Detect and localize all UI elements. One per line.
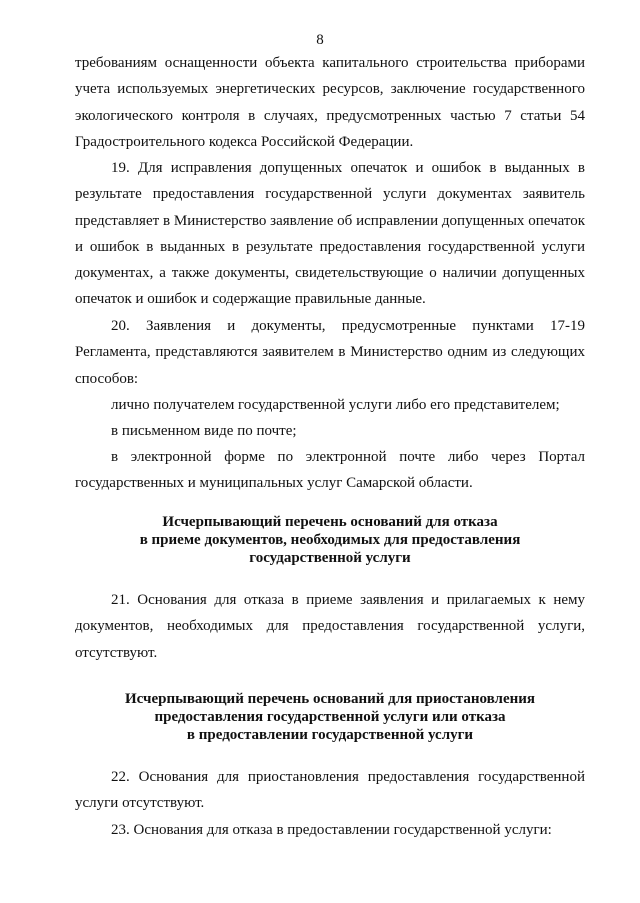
text-line: требованиям оснащенности объекта капитального строительства приборами	[75, 55, 585, 71]
paragraph-19	[75, 155, 585, 313]
text-line: учета используемых энергетических ресурсов, заключение государственного	[75, 81, 585, 98]
text-line: и ошибок в выданных в результате предоставления государственной услуги	[75, 238, 585, 255]
paragraph-continuation	[75, 50, 585, 155]
paragraph-21	[75, 587, 585, 666]
text-line: 20. Заявления и документы, предусмотренные пунктами 17-19	[111, 318, 585, 334]
paragraph-electronic	[75, 444, 585, 497]
text-line: результате предоставления государственной услуги документах заявитель	[75, 186, 585, 203]
submission-methods-list	[75, 392, 585, 445]
text-line: Регламента, представляются заявителем в Министерство одним из следующих	[75, 344, 585, 361]
text-line: услуги отсутствуют.	[75, 795, 205, 812]
heading-line: государственной услуги	[249, 550, 411, 566]
list-item: в письменном виде по почте;	[111, 423, 297, 440]
text-line: государственных и муниципальных услуг Самарской области.	[75, 475, 473, 492]
text-line: Градостроительного кодекса Российской Федерации.	[75, 133, 414, 150]
text-line: экологического контроля в случаях, предусмотренных частью 7 статьи 54	[75, 107, 585, 124]
heading-line: в предоставлении государственной услуги	[186, 727, 474, 743]
section-heading-suspension-refusal	[75, 690, 585, 744]
page-number: 8	[316, 32, 324, 48]
text-line: способов:	[75, 370, 139, 387]
text-line: документов, необходимых для предоставления государственной услуги,	[75, 618, 585, 635]
text-line: представляет в Министерство заявление об исправлении допущенных опечаток	[75, 212, 585, 229]
heading-line: предоставления государственной услуги или отказа	[154, 709, 506, 725]
heading-line: Исчерпывающий перечень оснований для приостановления	[124, 691, 536, 707]
text-line: 23. Основания для отказа в предоставлении государственной услуги:	[111, 822, 552, 838]
heading-line: в приеме документов, необходимых для предоставления	[139, 532, 521, 548]
list-item: лично получателем государственной услуги либо его представителем;	[111, 397, 560, 413]
text-line: опечаток и ошибок и содержащие правильные данные.	[75, 291, 426, 308]
paragraph-20	[75, 313, 585, 392]
text-line: 21. Основания для отказа в приеме заявления и прилагаемых к нему	[111, 592, 585, 608]
text-line: 19. Для исправления допущенных опечаток и ошибок в выданных в	[111, 160, 585, 176]
text-line: отсутствуют.	[75, 644, 158, 661]
text-line: 22. Основания для приостановления предоставления государственной	[111, 769, 585, 785]
heading-line: Исчерпывающий перечень оснований для отказа	[162, 514, 498, 530]
text-line: в электронной форме по электронной почте либо через Портал	[111, 449, 585, 465]
paragraph-22	[75, 764, 585, 817]
paragraph-23	[75, 817, 585, 843]
section-heading-refusal-documents	[75, 513, 585, 567]
text-line: документах, а также документы, свидетельствующие о наличии допущенных	[75, 265, 585, 282]
